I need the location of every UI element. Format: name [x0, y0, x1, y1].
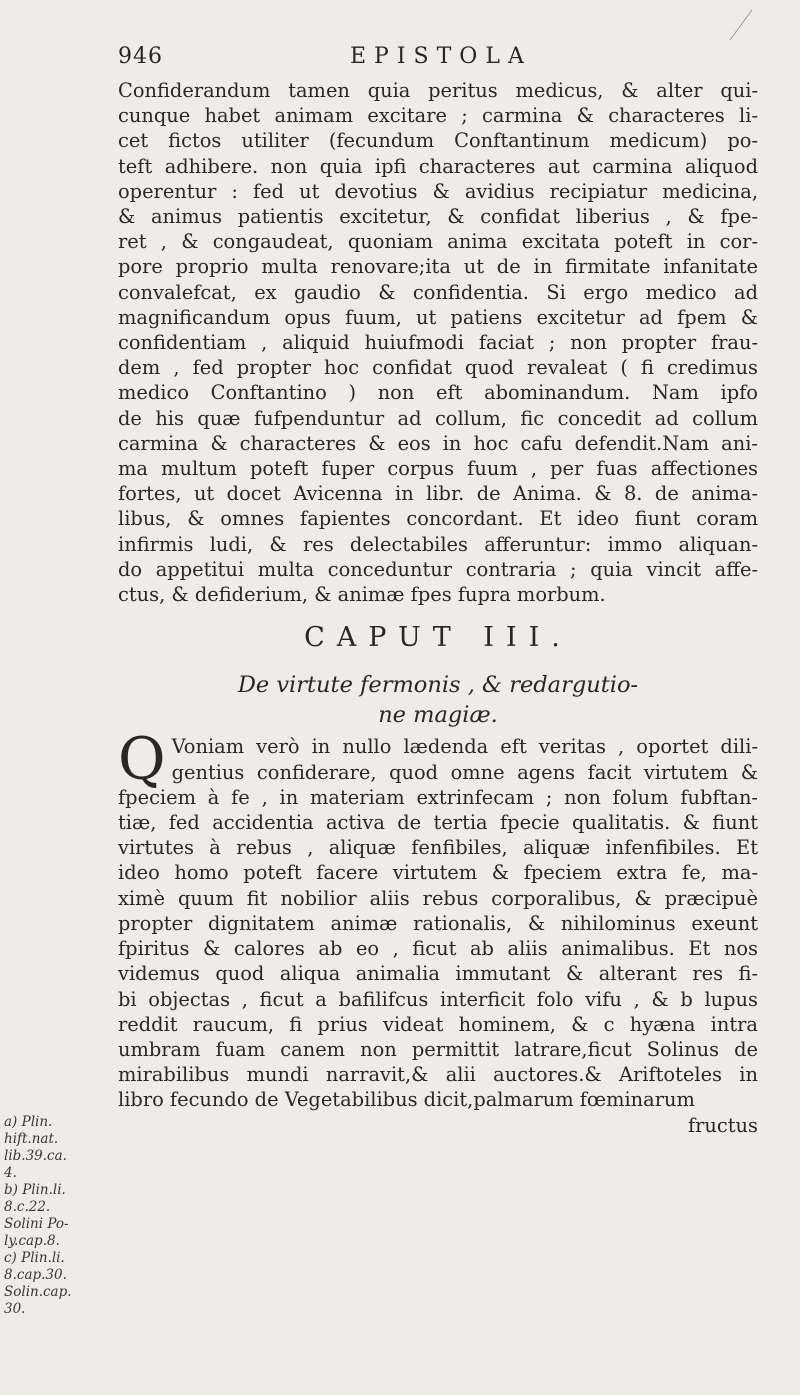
text-line: pore proprio multa renovare;ita ut de in firmitate infanitate	[118, 255, 758, 279]
text-line: dem , fed propter hoc confidat quod revaleat ( fi credimus	[118, 356, 758, 380]
page-header	[118, 44, 758, 76]
caput-heading: CAPUT III.	[304, 622, 572, 654]
text-line: fpeciem à fe , in materiam extrinfecam ; non folum fubftan-	[118, 785, 758, 809]
text-line: mirabilibus mundi narravit,& alii auctores.& Ariftoteles in	[118, 1063, 758, 1087]
text-line: propter dignitatem animæ rationalis, & nihilominus exeunt	[118, 911, 758, 935]
marginal-note: lib.39.ca.	[4, 1148, 67, 1164]
marginal-note: ly.cap.8.	[4, 1233, 60, 1249]
text-line: fpiritus & calores ab eo , ficut ab aliis animalibus. Et nos	[118, 937, 758, 961]
marginal-note: 30.	[4, 1301, 26, 1317]
text-line: Confiderandum tamen quia peritus medicus, & alter qui-	[118, 79, 758, 102]
marginal-note: 4.	[4, 1165, 17, 1181]
text-line: confidentiam , aliquid huiufmodi faciat ; non propter frau-	[118, 331, 758, 355]
text-line: ideo homo poteft facere virtutem & fpeciem extra fe, ma-	[118, 861, 758, 885]
paragraph-1	[118, 78, 758, 607]
text-line: gentius confiderare, quod omne agens facit virtutem &	[171, 760, 758, 784]
text-line: videmus quod aliqua animalia immutant & alterant res fi-	[118, 962, 758, 986]
chapter-title-line-2: ne magiæ.	[378, 702, 498, 729]
text-line: fortes, ut docet Avicenna in libr. de Anima. & 8. de anima-	[118, 482, 758, 506]
text-line: do appetitui multa conceduntur contraria ; quia vincit affe-	[118, 557, 758, 581]
text-line: operentur : fed ut devotius & avidius recipiatur medicina,	[118, 179, 758, 203]
text-line: virtutes à rebus , aliquæ fenfibiles, aliquæ infenfibiles. Et	[118, 836, 758, 860]
text-line: tiæ, fed accidentia activa de tertia fpecie qualitatis. & fiunt	[118, 811, 758, 835]
page-number: 946	[118, 44, 163, 69]
marginal-note: b) Plin.li.	[4, 1182, 66, 1198]
text-line: reddit raucum, fi prius videat hominem, & c hyæna intra	[118, 1012, 758, 1036]
text-line: de his quæ fufpenduntur ad collum, fic concedit ad collum	[118, 406, 758, 430]
text-line: Voniam verò in nullo lædenda eft veritas , oportet dili-	[171, 735, 758, 759]
text-line: cet fictos utiliter (fecundum Conftantinum medicum) po-	[118, 129, 758, 153]
catchword: fructus	[687, 1113, 758, 1137]
text-line: ximè quum fit nobilior aliis rebus corporalibus, & præcipuè	[118, 886, 758, 910]
text-line: libro fecundo de Vegetabilibus dicit,palmarum fœminarum	[118, 1088, 695, 1112]
corner-mark	[726, 4, 756, 44]
marginal-note: Solin.cap.	[4, 1284, 72, 1300]
marginal-note: hift.nat.	[4, 1131, 59, 1147]
marginal-note: Solini Po-	[4, 1216, 69, 1232]
text-line: libus, & omnes fapientes concordant. Et ideo fiunt coram	[118, 507, 758, 531]
marginal-note: c) Plin.li.	[4, 1250, 65, 1266]
text-line: bi objectas , ficut a bafilifcus interficit folo vifu , & b lupus	[118, 987, 758, 1011]
text-line: magnificandum opus fuum, ut patiens excitetur ad fpem &	[118, 305, 758, 329]
text-line: ctus, & defiderium, & animæ fpes fupra morbum.	[118, 583, 606, 607]
running-title: EPISTOLA	[350, 44, 532, 69]
marginal-note: 8.cap.30.	[4, 1267, 67, 1283]
text-line: umbram fuam canem non permittit latrare,ficut Solinus de	[118, 1037, 758, 1061]
text-line: & animus patientis excitetur, & confidat liberius , & fpe-	[118, 205, 758, 229]
text-line: medico Conftantino ) non eft abominandum. Nam ipfo	[118, 381, 758, 405]
text-line: infirmis ludi, & res delectabiles afferuntur: immo aliquan-	[118, 532, 758, 556]
marginal-note: a) Plin.	[4, 1114, 53, 1130]
text-line: ma multum poteft fuper corpus fuum , per fuas affectiones	[118, 457, 758, 481]
text-line: ret , & congaudeat, quoniam anima excitata poteft in cor-	[118, 230, 758, 254]
text-line: carmina & characteres & eos in hoc cafu defendit.Nam ani-	[118, 431, 758, 455]
paragraph-2	[118, 725, 758, 1112]
chapter-title	[118, 670, 758, 730]
drop-cap: Q	[118, 725, 166, 794]
text-line: cunque habet animam excitare ; carmina & characteres li-	[118, 104, 758, 128]
text-body	[118, 78, 758, 1138]
chapter-title-line-1: De virtute fermonis , & redargutio-	[237, 672, 639, 699]
marginal-note: 8.c.22.	[4, 1199, 51, 1215]
text-line: teft adhibere. non quia ipfi characteres aut carmina aliquod	[118, 154, 758, 178]
marginal-notes	[4, 1114, 104, 1318]
text-line: convalefcat, ex gaudio & confidentia. Si ergo medico ad	[118, 280, 758, 304]
